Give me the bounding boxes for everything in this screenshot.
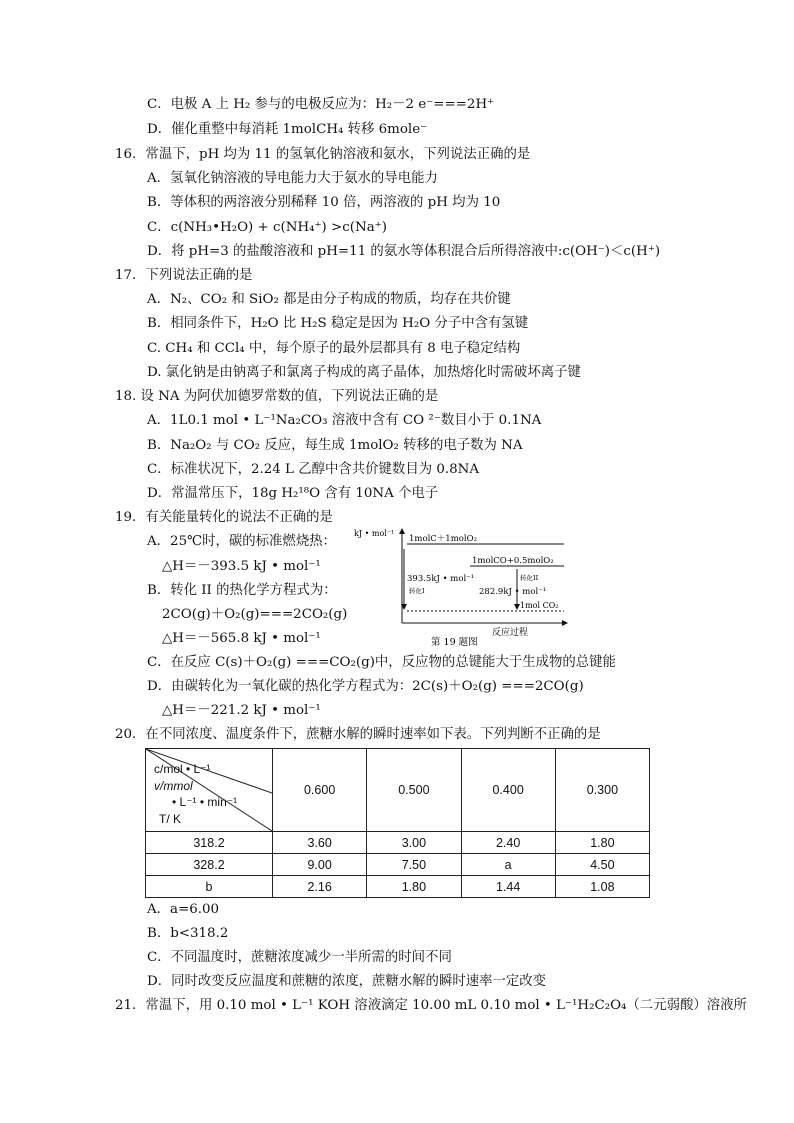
header-rate-2: • L⁻¹ • min⁻¹ [172,795,238,809]
q19-option-c: C．在反应 C(s)＋O₂(g) ===CO₂(g)中，反应物的总键能大于生成物的总键能 [147,655,616,670]
value-282-label: 282.9kJ • mol⁻¹ [479,587,547,597]
q20-option-d: D．同时改变反应温度和蔗糖的浓度，蔗糖水解的瞬时速率一定改变 [147,974,547,989]
q16-stem: 16．常温下，pH 均为 11 的氢氧化钠溶液和氨水，下列说法正确的是 [115,147,531,162]
q15-option-c: C．电极 A 上 H₂ 参与的电极反应为：H₂－2 e⁻===2H⁺ [147,97,495,112]
table-corner-header [146,749,273,832]
column-header: 0.400 [461,749,555,832]
conversion-1-label: 转化I [409,587,425,595]
q21-stem: 21．常温下，用 0.10 mol • L⁻¹ KOH 溶液滴定 10.00 mL 0.10 mol • L⁻¹H₂C₂O₄（二元弱酸）溶液所 [115,998,747,1013]
table-cell: 4.50 [555,854,649,876]
energy-diagram [352,527,602,649]
table-cell: 7.50 [367,854,461,876]
table-row [146,832,650,854]
q19-option-b-line3: △H＝－565.8 kJ • mol⁻¹ [162,631,321,646]
header-rate-1: v/mmol [154,779,193,793]
column-header: 0.300 [555,749,649,832]
rate-table [145,748,650,898]
q16-option-a: A．氢氧化钠溶液的导电能力大于氨水的导电能力 [147,171,438,186]
q18-stem: 18. 设 NA 为阿伏加德罗常数的值，下列说法正确的是 [115,389,439,404]
table-row [146,876,650,898]
table-cell: 2.40 [461,832,555,854]
q16-option-c: C．c(NH₃•H₂O) + c(NH₄⁺) >c(Na⁺) [147,220,387,235]
q19-option-d-line1: D．由碳转化为一氧化碳的热化学方程式为：2C(s)＋O₂(g) ===2CO(g) [147,679,584,694]
x-axis-label: 反应过程 [492,628,529,638]
q17-option-c: C. CH₄ 和 CCl₄ 中，每个原子的最外层都具有 8 电子稳定结构 [147,341,521,356]
table-cell: 2.16 [273,876,367,898]
q15-option-d: D．催化重整中每消耗 1molCH₄ 转移 6mole⁻ [147,122,428,137]
table-cell: 1.44 [461,876,555,898]
header-concentration: c/mol • L⁻¹ [154,762,211,776]
q17-option-a: A．N₂、CO₂ 和 SiO₂ 都是由分子构成的物质，均存在共价键 [147,292,511,307]
row-temperature: 318.2 [146,832,273,854]
q20-option-b: B．b<318.2 [147,926,229,941]
q19-option-d-line2: △H＝－221.2 kJ • mol⁻¹ [162,703,321,718]
table-cell: a [461,854,555,876]
header-temperature: T/ K [159,812,182,826]
figure-caption: 第 19 题图 [431,637,478,648]
level-bottom-label: 1mol CO₂ [520,601,559,610]
table-cell: 1.08 [555,876,649,898]
column-header: 0.500 [367,749,461,832]
conversion-2-label: 转化II [520,574,539,582]
column-header: 0.600 [273,749,367,832]
value-393-label: 393.5kJ • mol⁻¹ [407,574,475,584]
q18-option-d: D．常温常压下，18g H₂¹⁸O 含有 10NA 个电子 [147,486,439,501]
q19-option-a-line1: A．25℃时，碳的标准燃烧热： [147,534,336,549]
table-cell: 3.00 [367,832,461,854]
row-temperature: b [146,876,273,898]
level-mid-label: 1molCO+0.5molO₂ [472,556,554,566]
q16-option-d: D．将 pH=3 的盐酸溶液和 pH=11 的氨水等体积混合后所得溶液中:c(OH⁻)＜c(H⁺) [147,244,661,259]
table-header-row [146,749,650,832]
q20-option-c: C．不同温度时，蔗糖浓度减少一半所需的时间不同 [147,950,452,965]
table-cell: 1.80 [367,876,461,898]
q20-stem: 20．在不同浓度、温度条件下，蔗糖水解的瞬时速率如下表。下列判断不正确的是 [115,727,601,742]
table-cell: 1.80 [555,832,649,854]
q19-option-b-line1: B．转化 II 的热化学方程式为： [147,583,337,598]
q18-option-b: B．Na₂O₂ 与 CO₂ 反应，每生成 1molO₂ 转移的电子数为 NA [147,438,523,453]
q16-option-b: B．等体积的两溶液分别稀释 10 倍，两溶液的 pH 均为 10 [147,195,501,210]
q19-option-b-line2: 2CO(g)＋O₂(g)===2CO₂(g) [162,607,348,622]
q17-stem: 17．下列说法正确的是 [115,268,253,283]
q19-option-a-line2: △H＝－393.5 kJ • mol⁻¹ [162,559,321,574]
level-top-label: 1molC＋1molO₂ [409,534,477,544]
q17-option-b: B．相同条件下，H₂O 比 H₂S 稳定是因为 H₂O 分子中含有氢键 [147,316,529,331]
q20-option-a: A．a=6.00 [147,902,220,917]
y-axis-label: kJ • mol⁻¹ [354,529,395,538]
row-temperature: 328.2 [146,854,273,876]
q19-stem: 19．有关能量转化的说法不正确的是 [115,510,333,525]
q18-option-c: C．标准状况下，2.24 L 乙醇中含共价键数目为 0.8NA [147,462,480,477]
table-row [146,854,650,876]
q18-option-a: A．1L0.1 mol • L⁻¹Na₂CO₃ 溶液中含有 CO ²⁻数目小于 0.1NA [147,413,542,428]
q17-option-d: D. 氯化钠是由钠离子和氯离子构成的离子晶体，加热熔化时需破坏离子键 [147,365,581,380]
table-cell: 9.00 [273,854,367,876]
table-cell: 3.60 [273,832,367,854]
